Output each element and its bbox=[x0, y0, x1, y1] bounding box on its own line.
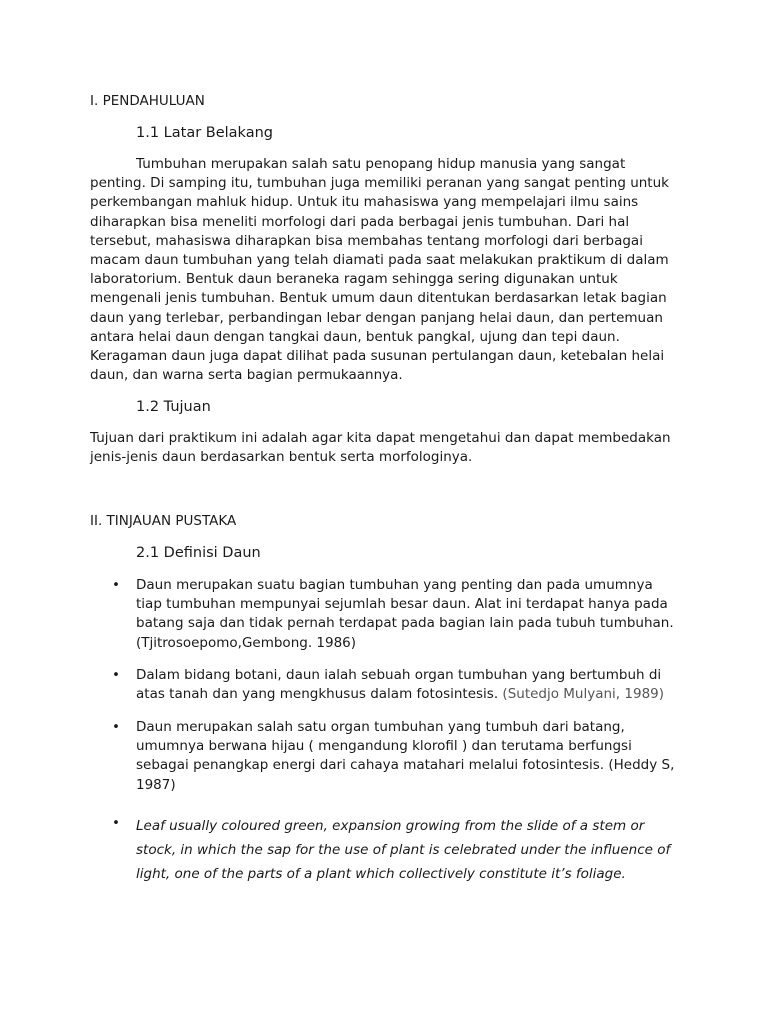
paragraph-latar-belakang: Tumbuhan merupakan salah satu penopang hidup manusia yang sangat penting. Di samping itu, tumbuhan juga memiliki peranan yang sangat penting untuk perkembangan mahluk hidup. Untuk itu mahasiswa yang mempelajari ilmu sains diharapkan bisa meneliti morfologi dari pada berbagai jenis tumbuhan. Dari hal tersebut, mahasiswa diharapkan bisa membahas tentang morfologi dari berbagai macam daun tumbuhan yang telah diamati pada saat melakukan praktikum di dalam laboratorium. Bentuk daun beraneka ragam sehingga sering digunakan untuk mengenali jenis tumbuhan. Bentuk umum daun ditentukan berdasarkan letak bagian daun yang terlebar, perbandingan lebar dengan panjang helai daun, dan pertemuan antara helai daun dengan tangkai daun, bentuk pangkal, ujung dan tepi daun. Keragaman daun juga dapat dilihat pada susunan pertulangan daun, ketebalan helai daun, dan warna serta bagian permukaannya. bbox=[90, 156, 669, 384]
list-item-text bbox=[136, 666, 682, 704]
section-heading-pendahuluan: I. PENDAHULUAN bbox=[90, 93, 205, 109]
list-item-text: Leaf usually coloured green, expansion growing from the slide of a stem or stock, in which the sap for the use of plant is celebrated under the influence of light, one of the parts of a plant which collectively constitute it’s foliage. bbox=[136, 818, 671, 882]
list-item-text: Daun merupakan suatu bagian tumbuhan yang penting dan pada umumnya tiap tumbuhan mempunyai sejumlah besar daun. Alat ini terdapat hanya pada batang saja dan tidak pernah terdapat pada bagian lain pada tubuh tumbuhan. (Tjitrosoepomo,Gembong. 1986) bbox=[136, 577, 674, 651]
subsection-heading-latar-belakang: 1.1 Latar Belakang bbox=[136, 125, 273, 141]
subsection-heading-tujuan: 1.2 Tujuan bbox=[136, 399, 211, 415]
citation: (Sutedjo Mulyani, 1989) bbox=[502, 686, 665, 703]
list-item-text: Daun merupakan salah satu organ tumbuhan yang tumbuh dari batang, umumnya berwana hijau ( mengandung klorofil ) dan terutama berfungsi sebagai penangkap energi dari cahaya matahari melalui fotosintesis. (Heddy S, 1987) bbox=[136, 719, 675, 793]
bullet-icon: • bbox=[112, 719, 120, 735]
section-heading-tinjauan-pustaka: II. TINJAUAN PUSTAKA bbox=[90, 513, 237, 529]
bullet-icon: • bbox=[112, 667, 120, 683]
bullet-icon: • bbox=[112, 815, 120, 831]
subsection-heading-definisi-daun: 2.1 Definisi Daun bbox=[136, 545, 261, 561]
paragraph-tujuan: Tujuan dari praktikum ini adalah agar kita dapat mengetahui dan dapat membedakan jenis-jenis daun berdasarkan bentuk serta morfologinya. bbox=[90, 430, 671, 466]
bullet-icon: • bbox=[112, 577, 120, 593]
list-item-body: Dalam bidang botani, daun ialah sebuah organ tumbuhan yang bertumbuh di atas tanah dan yang mengkhusus dalam fotosintesis. bbox=[136, 667, 662, 703]
